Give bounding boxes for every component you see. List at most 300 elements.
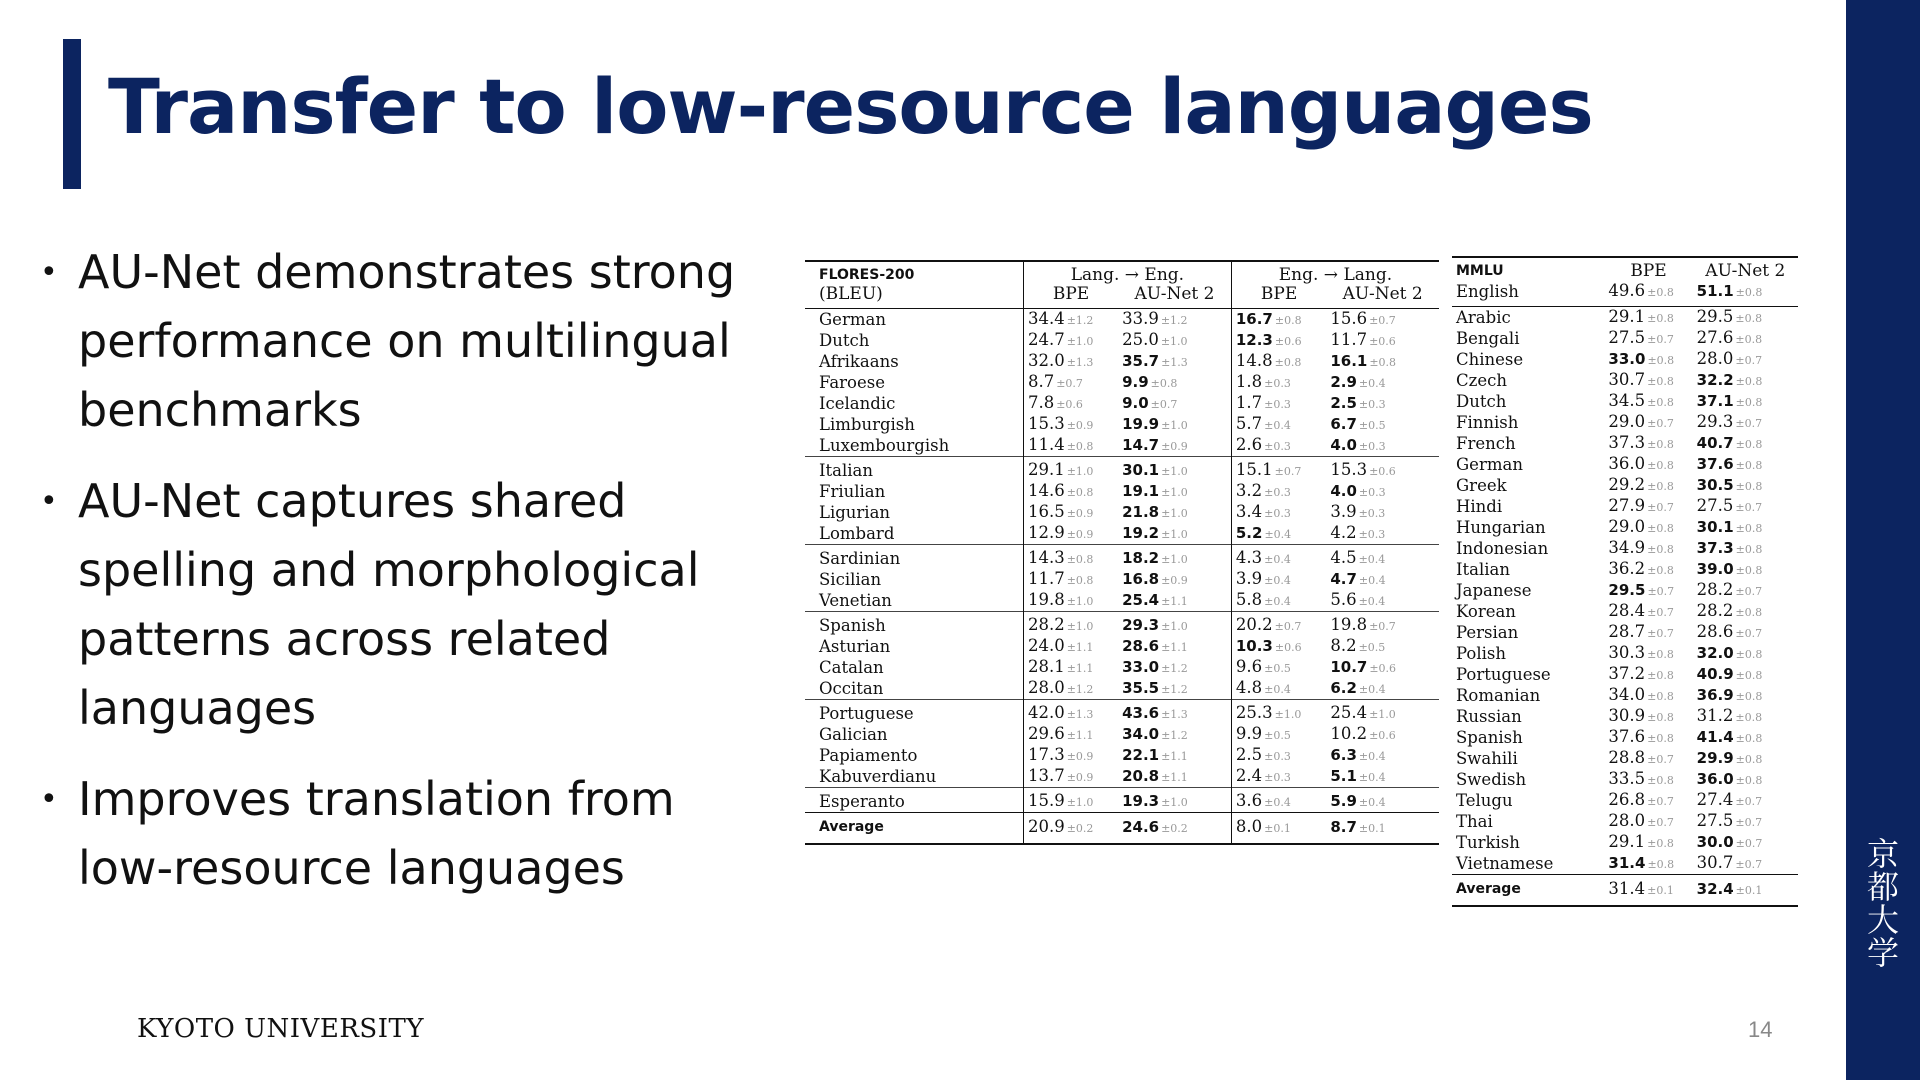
score-stderr: ±0.8 xyxy=(1647,459,1674,472)
score-stderr: ±0.4 xyxy=(1358,750,1386,763)
score-stderr: ±0.4 xyxy=(1264,683,1291,696)
score-cell xyxy=(1693,475,1798,496)
score-cell xyxy=(1326,569,1439,590)
score-stderr: ±0.8 xyxy=(1735,711,1763,724)
score-stderr: ±0.4 xyxy=(1358,771,1386,784)
table-row xyxy=(1452,496,1798,517)
score-stderr: ±1.0 xyxy=(1066,465,1094,478)
flores-header-row-2 xyxy=(805,285,1439,309)
score-stderr: ±1.2 xyxy=(1066,314,1094,327)
score-cell xyxy=(1023,351,1118,372)
score-cell xyxy=(1023,724,1118,745)
score-stderr: ±1.0 xyxy=(1274,708,1302,721)
score-stderr: ±0.4 xyxy=(1358,683,1386,696)
table-row xyxy=(1452,391,1798,412)
score-value: 33.9 xyxy=(1122,309,1159,328)
flores-col-aunet-1: AU-Net 2 xyxy=(1118,285,1231,309)
score-stderr: ±0.7 xyxy=(1735,816,1763,829)
score-cell xyxy=(1023,636,1118,657)
score-cell xyxy=(1693,580,1798,601)
score-stderr: ±0.8 xyxy=(1647,396,1674,409)
score-stderr: ±0.5 xyxy=(1264,729,1291,742)
score-stderr: ±1.1 xyxy=(1066,641,1094,654)
score-cell xyxy=(1118,678,1231,700)
score-value: 29.0 xyxy=(1608,412,1646,431)
score-cell xyxy=(1693,370,1798,391)
score-value: 29.5 xyxy=(1696,307,1734,326)
score-stderr: ±1.3 xyxy=(1161,356,1188,369)
score-value: 28.2 xyxy=(1027,615,1065,634)
score-value: 37.2 xyxy=(1608,664,1646,683)
score-cell xyxy=(1326,523,1439,545)
score-stderr: ±0.7 xyxy=(1647,333,1674,346)
score-value: 2.5 xyxy=(1330,394,1357,412)
score-value: 41.4 xyxy=(1696,728,1734,746)
score-cell xyxy=(1118,481,1231,502)
score-cell xyxy=(1693,790,1798,811)
score-cell xyxy=(1023,700,1118,725)
score-stderr: ±1.3 xyxy=(1066,356,1094,369)
score-cell xyxy=(1231,351,1326,372)
score-value: 37.6 xyxy=(1696,455,1734,473)
score-value: 8.7 xyxy=(1330,818,1357,836)
score-value: 28.7 xyxy=(1608,622,1646,641)
score-value: 16.8 xyxy=(1122,570,1160,588)
score-stderr: ±1.0 xyxy=(1066,335,1094,348)
kyoto-university-kanji-logo xyxy=(1846,835,1920,972)
score-stderr: ±0.7 xyxy=(1735,627,1763,640)
score-value: 12.3 xyxy=(1235,331,1273,349)
language-label: Hindi xyxy=(1456,497,1503,516)
score-stderr: ±0.9 xyxy=(1161,440,1188,453)
score-value: 15.3 xyxy=(1027,414,1065,433)
score-stderr: ±0.2 xyxy=(1161,822,1188,835)
score-value: 17.3 xyxy=(1027,745,1065,764)
score-stderr: ±1.0 xyxy=(1161,796,1188,809)
language-label: Vietnamese xyxy=(1456,854,1554,873)
score-cell xyxy=(1693,307,1798,329)
table-row xyxy=(1452,790,1798,811)
score-cell xyxy=(1231,309,1326,331)
score-value: 1.7 xyxy=(1235,393,1263,412)
score-stderr: ±0.7 xyxy=(1735,858,1763,871)
score-cell xyxy=(1118,502,1231,523)
score-value: 36.2 xyxy=(1608,559,1646,578)
score-cell xyxy=(1326,435,1439,457)
score-value: 16.1 xyxy=(1330,352,1368,370)
score-value: 2.4 xyxy=(1235,766,1263,785)
score-stderr: ±0.8 xyxy=(1274,314,1302,327)
score-cell xyxy=(1693,685,1798,706)
page-number: 14 xyxy=(1748,1017,1773,1042)
score-cell xyxy=(1231,678,1326,700)
score-stderr: ±1.0 xyxy=(1066,796,1094,809)
score-stderr: ±0.3 xyxy=(1358,440,1386,453)
score-value: 2.5 xyxy=(1235,745,1263,764)
bullet-text: Improves translation from low-resource languages xyxy=(78,772,675,895)
language-label: Average xyxy=(1452,875,1604,907)
score-value: 5.8 xyxy=(1235,590,1263,609)
score-cell xyxy=(1231,523,1326,545)
score-cell xyxy=(1604,769,1692,790)
mmlu-table-body xyxy=(1452,257,1798,906)
score-value: 14.3 xyxy=(1027,548,1065,567)
score-stderr: ±0.8 xyxy=(1647,438,1674,451)
score-cell xyxy=(1023,569,1118,590)
table-row xyxy=(805,309,1439,331)
score-value: 4.2 xyxy=(1330,523,1357,542)
score-stderr: ±0.8 xyxy=(1735,606,1763,619)
score-value: 20.8 xyxy=(1122,767,1160,785)
score-value: 43.6 xyxy=(1122,704,1160,722)
score-stderr: ±0.7 xyxy=(1647,795,1674,808)
score-value: 34.4 xyxy=(1027,309,1065,328)
table-row xyxy=(805,351,1439,372)
score-cell xyxy=(1231,481,1326,502)
table-row xyxy=(805,545,1439,570)
logo-char: 京 xyxy=(1866,835,1899,873)
score-stderr: ±0.4 xyxy=(1264,574,1291,587)
language-label: Dutch xyxy=(1456,392,1507,411)
score-stderr: ±0.8 xyxy=(1735,774,1763,787)
score-value: 11.7 xyxy=(1027,569,1065,588)
mmlu-header-row xyxy=(1452,257,1798,281)
language-label: Venetian xyxy=(819,591,892,610)
score-cell xyxy=(1693,517,1798,538)
score-value: 34.5 xyxy=(1608,391,1646,410)
table-row xyxy=(1452,454,1798,475)
score-cell xyxy=(1693,727,1798,748)
score-stderr: ±0.3 xyxy=(1358,507,1386,520)
language-label: Catalan xyxy=(819,658,884,677)
score-stderr: ±1.1 xyxy=(1161,595,1188,608)
score-stderr: ±0.8 xyxy=(1647,711,1674,724)
score-cell xyxy=(1693,601,1798,622)
score-value: 30.3 xyxy=(1608,643,1646,662)
score-stderr: ±1.2 xyxy=(1161,683,1188,696)
score-stderr: ±1.0 xyxy=(1161,419,1188,432)
language-label: Galician xyxy=(819,725,888,744)
language-label: Luxembourgish xyxy=(819,436,950,455)
score-cell xyxy=(1693,454,1798,475)
score-cell xyxy=(1023,657,1118,678)
score-cell xyxy=(1326,481,1439,502)
score-stderr: ±0.7 xyxy=(1274,620,1302,633)
score-cell xyxy=(1693,769,1798,790)
score-stderr: ±0.7 xyxy=(1647,627,1674,640)
score-stderr: ±0.8 xyxy=(1735,564,1763,577)
language-label: Greek xyxy=(1456,476,1507,495)
score-cell xyxy=(1604,706,1692,727)
bullet-item xyxy=(40,765,780,903)
score-cell xyxy=(1231,612,1326,637)
score-value: 22.1 xyxy=(1122,746,1160,764)
score-stderr: ±0.8 xyxy=(1647,858,1675,871)
footer-university-name: KYOTO UNIVERSITY xyxy=(137,1014,424,1044)
score-value: 4.7 xyxy=(1330,570,1357,588)
score-stderr: ±0.3 xyxy=(1264,507,1291,520)
score-value: 37.3 xyxy=(1608,433,1646,452)
score-value: 24.7 xyxy=(1027,330,1065,349)
table-row xyxy=(1452,832,1798,853)
language-label: Friulian xyxy=(819,482,886,501)
score-value: 25.0 xyxy=(1122,330,1159,349)
score-stderr: ±0.8 xyxy=(1735,312,1763,325)
score-stderr: ±0.1 xyxy=(1735,884,1763,897)
score-value: 1.8 xyxy=(1235,372,1263,391)
score-value: 31.4 xyxy=(1608,854,1646,872)
score-value: 16.7 xyxy=(1235,310,1273,328)
score-stderr: ±0.4 xyxy=(1358,553,1386,566)
score-value: 28.0 xyxy=(1027,678,1065,697)
table-row xyxy=(805,745,1439,766)
score-cell xyxy=(1693,875,1798,907)
score-value: 37.3 xyxy=(1696,539,1734,557)
score-value: 3.6 xyxy=(1235,791,1263,810)
score-stderr: ±0.9 xyxy=(1066,750,1094,763)
score-cell xyxy=(1326,813,1439,845)
score-cell xyxy=(1231,657,1326,678)
score-stderr: ±0.5 xyxy=(1358,419,1386,432)
score-cell xyxy=(1231,393,1326,414)
score-value: 5.9 xyxy=(1330,792,1357,810)
language-label: Persian xyxy=(1456,623,1519,642)
bullet-text: AU-Net captures shared spelling and morphological patterns across related languages xyxy=(78,474,700,735)
score-value: 20.2 xyxy=(1235,615,1273,634)
language-label: French xyxy=(1456,434,1516,453)
score-value: 4.0 xyxy=(1330,436,1357,454)
score-cell xyxy=(1693,496,1798,517)
score-stderr: ±0.7 xyxy=(1735,354,1763,367)
score-cell xyxy=(1604,580,1692,601)
score-stderr: ±0.8 xyxy=(1274,356,1302,369)
score-value: 8.7 xyxy=(1027,372,1055,391)
score-value: 29.0 xyxy=(1608,517,1646,536)
score-value: 30.5 xyxy=(1696,476,1734,494)
score-cell xyxy=(1023,745,1118,766)
score-stderr: ±1.3 xyxy=(1161,708,1188,721)
score-value: 19.8 xyxy=(1330,615,1368,634)
score-stderr: ±0.8 xyxy=(1647,375,1674,388)
score-value: 9.6 xyxy=(1235,657,1263,676)
score-cell xyxy=(1326,700,1439,725)
score-cell xyxy=(1693,853,1798,875)
language-label: Occitan xyxy=(819,679,884,698)
language-label: Kabuverdianu xyxy=(819,767,937,786)
language-label: Spanish xyxy=(1456,728,1523,747)
score-value: 28.2 xyxy=(1696,601,1734,620)
language-label: German xyxy=(1456,455,1523,474)
table-row xyxy=(805,724,1439,745)
score-stderr: ±1.0 xyxy=(1161,507,1188,520)
score-cell xyxy=(1693,328,1798,349)
score-cell xyxy=(1604,727,1692,748)
score-value: 33.0 xyxy=(1122,658,1160,676)
score-value: 30.7 xyxy=(1696,853,1734,872)
score-value: 4.3 xyxy=(1235,548,1263,567)
score-cell xyxy=(1231,745,1326,766)
score-cell xyxy=(1231,330,1326,351)
score-stderr: ±0.4 xyxy=(1358,377,1386,390)
score-stderr: ±1.0 xyxy=(1369,708,1396,721)
score-value: 27.4 xyxy=(1696,790,1734,809)
mmlu-dataset-label: MMLU xyxy=(1452,257,1604,281)
bullet-item xyxy=(40,238,780,445)
score-cell xyxy=(1604,475,1692,496)
score-cell xyxy=(1604,664,1692,685)
score-stderr: ±1.0 xyxy=(1066,595,1094,608)
flores-metric-label: (BLEU) xyxy=(805,285,1023,309)
bullet-glyph: • xyxy=(40,782,58,817)
language-label: Arabic xyxy=(1456,308,1511,327)
score-stderr: ±0.3 xyxy=(1358,486,1386,499)
score-value: 28.6 xyxy=(1122,637,1160,655)
score-value: 49.6 xyxy=(1608,281,1646,300)
score-value: 40.7 xyxy=(1696,434,1734,452)
bullet-text: AU-Net demonstrates strong performance on multilingual benchmarks xyxy=(78,245,736,437)
bullet-list xyxy=(40,238,780,925)
score-value: 3.4 xyxy=(1235,502,1263,521)
score-cell xyxy=(1326,414,1439,435)
score-cell xyxy=(1118,523,1231,545)
score-cell xyxy=(1118,745,1231,766)
score-stderr: ±0.8 xyxy=(1647,564,1674,577)
score-stderr: ±0.4 xyxy=(1358,574,1386,587)
language-label: Spanish xyxy=(805,612,1023,637)
score-cell xyxy=(1231,569,1326,590)
score-value: 28.0 xyxy=(1696,349,1734,368)
language-label: Icelandic xyxy=(819,394,896,413)
score-cell xyxy=(1231,700,1326,725)
language-label: Ligurian xyxy=(819,503,891,522)
score-stderr: ±0.8 xyxy=(1150,377,1178,390)
score-value: 32.0 xyxy=(1027,351,1065,370)
score-cell xyxy=(1023,414,1118,435)
score-cell xyxy=(1693,664,1798,685)
score-stderr: ±0.4 xyxy=(1358,595,1386,608)
score-value: 27.9 xyxy=(1608,496,1646,515)
score-cell xyxy=(1118,569,1231,590)
language-label: Indonesian xyxy=(1456,539,1549,558)
score-value: 10.3 xyxy=(1235,637,1273,655)
score-stderr: ±1.0 xyxy=(1161,486,1188,499)
score-stderr: ±0.8 xyxy=(1735,648,1763,661)
flores-col-aunet-2: AU-Net 2 xyxy=(1326,285,1439,309)
score-stderr: ±0.8 xyxy=(1647,522,1674,535)
score-value: 6.2 xyxy=(1330,679,1357,697)
score-cell xyxy=(1693,433,1798,454)
score-stderr: ±0.7 xyxy=(1735,501,1763,514)
score-cell xyxy=(1231,813,1326,845)
score-value: 19.1 xyxy=(1122,482,1160,500)
score-stderr: ±0.5 xyxy=(1358,641,1386,654)
score-stderr: ±0.8 xyxy=(1735,690,1763,703)
score-cell xyxy=(1693,748,1798,769)
score-value: 25.3 xyxy=(1235,703,1273,722)
score-stderr: ±0.9 xyxy=(1066,419,1094,432)
score-cell xyxy=(1023,523,1118,545)
score-value: 20.9 xyxy=(1027,817,1065,836)
score-value: 51.1 xyxy=(1696,282,1734,300)
score-cell xyxy=(1231,766,1326,788)
score-cell xyxy=(1023,372,1118,393)
table-row xyxy=(1452,875,1798,907)
language-label: Swedish xyxy=(1456,770,1527,789)
score-stderr: ±1.0 xyxy=(1066,620,1094,633)
score-value: 34.0 xyxy=(1608,685,1646,704)
score-value: 35.5 xyxy=(1122,679,1160,697)
score-cell xyxy=(1231,545,1326,570)
table-row xyxy=(805,612,1439,637)
score-value: 5.1 xyxy=(1330,767,1357,785)
score-stderr: ±0.8 xyxy=(1066,553,1094,566)
score-cell xyxy=(1604,538,1692,559)
score-stderr: ±0.6 xyxy=(1056,398,1083,411)
score-cell xyxy=(1118,657,1231,678)
score-cell xyxy=(1118,545,1231,570)
score-cell xyxy=(1604,875,1692,907)
score-stderr: ±0.8 xyxy=(1735,375,1763,388)
score-stderr: ±0.8 xyxy=(1735,732,1763,745)
table-row xyxy=(1452,517,1798,538)
score-value: 9.9 xyxy=(1235,724,1263,743)
score-stderr: ±0.8 xyxy=(1735,753,1763,766)
score-value: 3.2 xyxy=(1235,481,1263,500)
score-cell xyxy=(1326,351,1439,372)
score-cell xyxy=(1023,457,1118,482)
score-value: 15.9 xyxy=(1027,791,1065,810)
score-value: 27.6 xyxy=(1696,328,1734,347)
score-value: 40.9 xyxy=(1696,665,1734,683)
score-value: 31.2 xyxy=(1696,706,1734,725)
score-value: 15.3 xyxy=(1330,460,1368,479)
score-stderr: ±0.9 xyxy=(1066,528,1094,541)
score-cell xyxy=(1023,813,1118,845)
score-stderr: ±0.4 xyxy=(1264,796,1291,809)
score-cell xyxy=(1604,811,1692,832)
score-stderr: ±0.8 xyxy=(1735,333,1763,346)
score-value: 29.1 xyxy=(1608,832,1646,851)
score-stderr: ±0.8 xyxy=(1066,486,1094,499)
score-stderr: ±0.8 xyxy=(1369,356,1397,369)
language-label: Dutch xyxy=(819,331,870,350)
mmlu-col-aunet: AU-Net 2 xyxy=(1693,257,1798,281)
table-row xyxy=(1452,412,1798,433)
score-stderr: ±1.1 xyxy=(1066,662,1094,675)
score-cell xyxy=(1326,309,1439,331)
score-stderr: ±0.4 xyxy=(1264,553,1291,566)
flores-col-bpe-2: BPE xyxy=(1231,285,1326,309)
score-stderr: ±0.4 xyxy=(1264,595,1291,608)
score-value: 33.0 xyxy=(1608,350,1646,368)
score-cell xyxy=(1231,788,1326,813)
score-cell xyxy=(1326,393,1439,414)
table-row xyxy=(1452,281,1798,307)
language-label: Papiamento xyxy=(819,746,918,765)
table-row xyxy=(805,435,1439,457)
table-row xyxy=(1452,685,1798,706)
score-cell xyxy=(1604,412,1692,433)
language-label: Swahili xyxy=(1456,749,1518,768)
score-stderr: ±1.1 xyxy=(1161,771,1188,784)
flores-group-x-to-eng: Lang. → Eng. xyxy=(1023,261,1231,285)
score-cell xyxy=(1023,435,1118,457)
score-value: 8.2 xyxy=(1330,636,1357,655)
score-cell xyxy=(1326,457,1439,482)
score-value: 25.4 xyxy=(1330,703,1368,722)
score-cell xyxy=(1231,590,1326,612)
flores-col-bpe-1: BPE xyxy=(1023,285,1118,309)
